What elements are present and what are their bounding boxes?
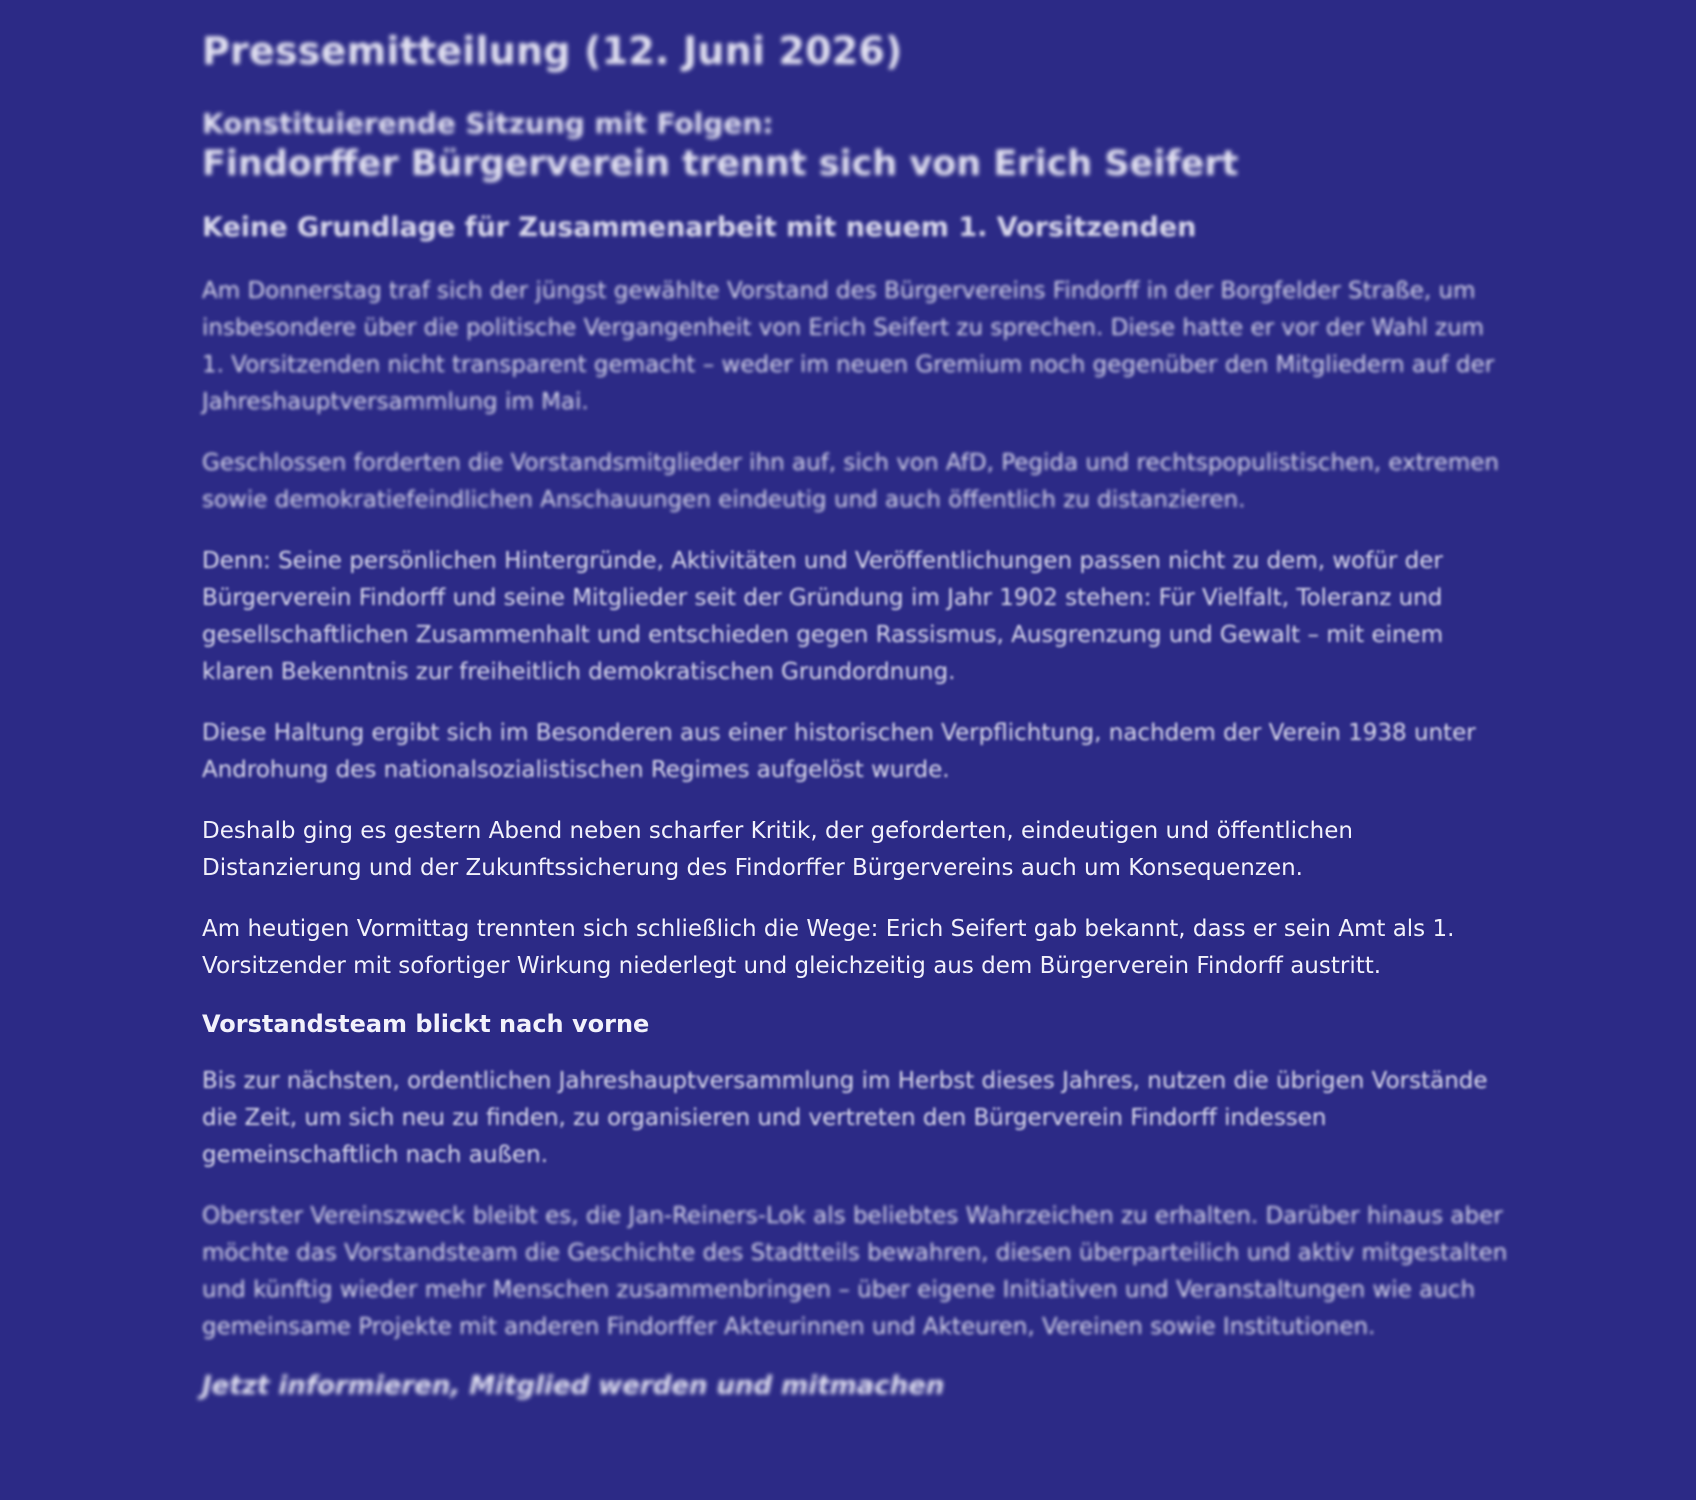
subkicker: Konstituierende Sitzung mit Folgen:: [202, 106, 774, 140]
press-release: [202, 30, 1512, 1422]
page-title: Pressemitteilung (12. Juni 2026): [202, 29, 903, 73]
closing-heading: Jetzt informieren, Mitglied werden und mitmachen: [202, 1370, 945, 1401]
paragraph-6: Am heutigen Vormittag trennten sich schließlich die Wege: Erich Seifert gab bekannt, dass er sein Amt als 1. Vorsitzender mit sofortiger Wirkung niederlegt und gleichzeitig aus dem Bürgerverein Findorff austritt.: [202, 915, 1455, 979]
paragraph-4: Diese Haltung ergibt sich im Besonderen aus einer historischen Verpflichtung, nachdem der Verein 1938 unter Androhung des nationalsozialistischen Regimes aufgelöst wurde.: [202, 719, 1476, 783]
paragraph-5: Deshalb ging es gestern Abend neben scharfer Kritik, der geforderten, eindeutigen und öffentlichen Distanzierung und der Zukunftssicherung des Findorffer Bürgervereins auch um Konsequenzen.: [202, 817, 1353, 881]
paragraph-1: Am Donnerstag traf sich der jüngst gewählte Vorstand des Bürgervereins Findorff in der Borgfelder Straße, um insbesondere über die politische Vergangenheit von Erich Seifert zu sprechen. Diese hatte er vor der Wahl zum 1. Vorsitzenden nicht transparent gemacht – weder im neuen Gremium noch gegenüber den Mitgliedern auf der Jahreshauptversammlung im Mai.: [202, 277, 1495, 415]
section-paragraph-1: Bis zur nächsten, ordentlichen Jahreshauptversammlung im Herbst dieses Jahres, nutzen die übrigen Vorstände die Zeit, um sich neu zu finden, zu organisieren und vertreten den Bürgerverein Findorff indessen gemeinschaftlich nach außen.: [202, 1067, 1488, 1168]
section-paragraph-2: Oberster Vereinszweck bleibt es, die Jan-Reiners-Lok als beliebtes Wahrzeichen zu erhalten. Darüber hinaus aber möchte das Vorstandsteam die Geschichte des Stadtteils bewahren, diesen überparteilich und aktiv mitgestalten und künftig wieder mehr Menschen zusammenbringen – über eigene Initiativen und Veranstaltungen wie auch gemeinsame Projekte mit anderen Findorffer Akteurinnen und Akteuren, Vereinen sowie Institutionen.: [202, 1202, 1508, 1340]
section-heading: Vorstandsteam blickt nach vorne: [202, 1009, 650, 1038]
headline: Findorffer Bürgerverein trennt sich von Erich Seifert: [202, 143, 1239, 184]
paragraph-3: Denn: Seine persönlichen Hintergründe, Aktivitäten und Veröffentlichungen passen nicht zu dem, wofür der Bürgerverein Findorff und seine Mitglieder seit der Gründung im Jahr 1902 stehen: Für Vielfalt, Toleranz und gesellschaftlichen Zusammenhalt und entschieden gegen Rassismus, Ausgrenzung und Gewalt – mit einem klaren Bekenntnis zur freiheitlich demokratischen Grundordnung.: [202, 547, 1444, 685]
paragraph-2: Geschlossen forderten die Vorstandsmitglieder ihn auf, sich von AfD, Pegida und rechtspopulistischen, extremen sowie demokratiefeindlichen Anschauungen eindeutig und auch öffentlich zu distanzieren.: [202, 449, 1500, 513]
deck: Keine Grundlage für Zusammenarbeit mit neuem 1. Vorsitzenden: [202, 212, 1197, 244]
